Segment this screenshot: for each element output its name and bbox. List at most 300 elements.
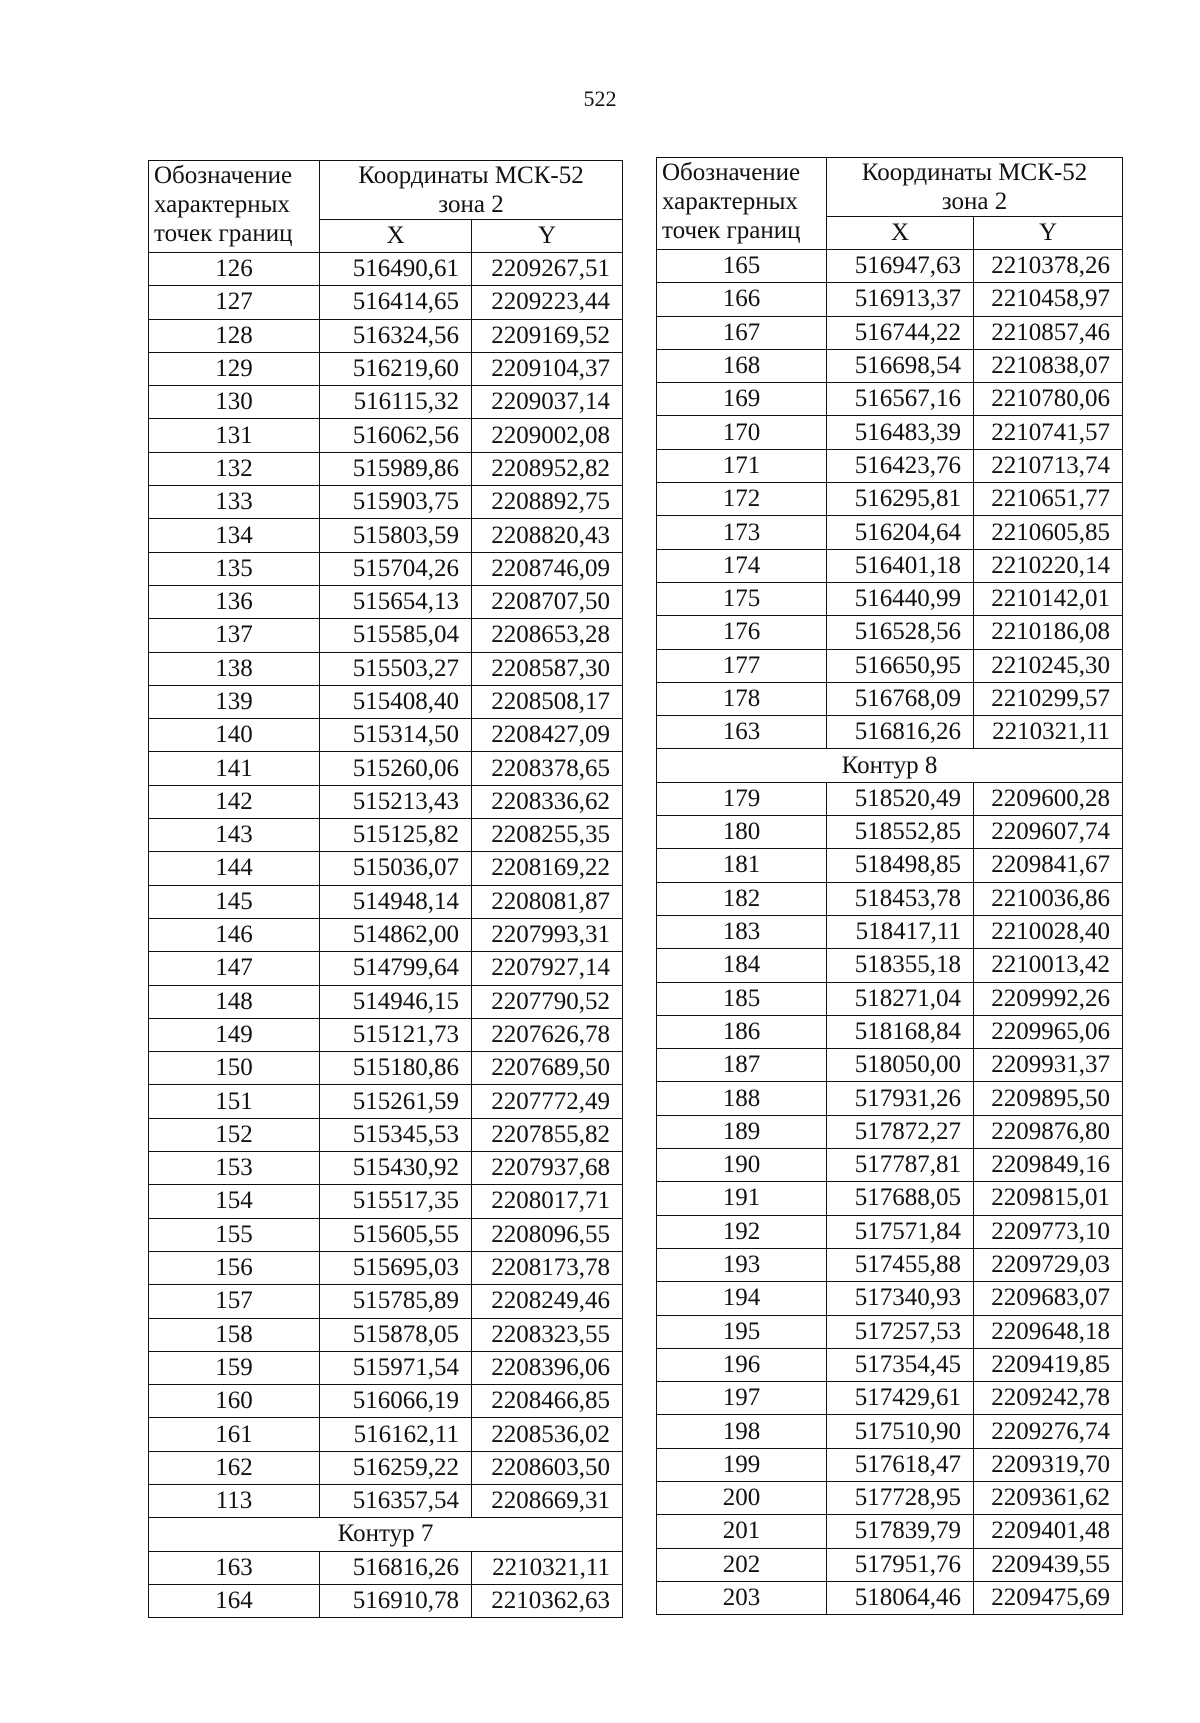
- y-coordinate-cell: 2209223,44: [472, 286, 623, 319]
- x-coordinate-cell: 515314,50: [320, 719, 472, 752]
- point-number-cell: 170: [657, 416, 827, 449]
- y-coordinate-cell: 2209401,48: [974, 1515, 1123, 1548]
- header-y: Y: [472, 220, 623, 253]
- point-number-cell: 200: [657, 1481, 827, 1514]
- x-coordinate-cell: 517931,26: [827, 1082, 974, 1115]
- point-number-cell: 136: [149, 585, 320, 618]
- x-coordinate-cell: 515261,59: [320, 1085, 472, 1118]
- table-row: [657, 549, 1123, 582]
- x-coordinate-cell: 515121,73: [320, 1018, 472, 1051]
- point-number-cell: 149: [149, 1018, 320, 1051]
- y-coordinate-cell: 2208378,65: [472, 752, 623, 785]
- x-coordinate-cell: 516066,19: [320, 1385, 472, 1418]
- y-coordinate-cell: 2209242,78: [974, 1382, 1123, 1415]
- table-row: [149, 519, 623, 552]
- point-number-cell: 133: [149, 486, 320, 519]
- table-row: [149, 918, 623, 951]
- x-coordinate-cell: 514799,64: [320, 952, 472, 985]
- table-row: [149, 386, 623, 419]
- header-coordinates: [827, 158, 1123, 217]
- y-coordinate-cell: 2209773,10: [974, 1215, 1123, 1248]
- x-coordinate-cell: 515517,35: [320, 1185, 472, 1218]
- point-number-cell: 181: [657, 849, 827, 882]
- header-coordinates: [320, 161, 623, 220]
- point-number-cell: 188: [657, 1082, 827, 1115]
- y-coordinate-cell: 2207993,31: [472, 918, 623, 951]
- x-coordinate-cell: 517429,61: [827, 1382, 974, 1415]
- x-coordinate-cell: 518453,78: [827, 882, 974, 915]
- table-row: [657, 1248, 1123, 1281]
- x-coordinate-cell: 517354,45: [827, 1348, 974, 1381]
- y-coordinate-cell: 2209895,50: [974, 1082, 1123, 1115]
- y-coordinate-cell: 2209419,85: [974, 1348, 1123, 1381]
- header-x: X: [827, 217, 974, 250]
- table-row: [149, 1318, 623, 1351]
- y-coordinate-cell: 2209276,74: [974, 1415, 1123, 1448]
- point-number-cell: 202: [657, 1548, 827, 1581]
- y-coordinate-cell: 2207626,78: [472, 1018, 623, 1051]
- point-number-cell: 141: [149, 752, 320, 785]
- table-row: [149, 1018, 623, 1051]
- table-row: [657, 250, 1123, 283]
- y-coordinate-cell: 2208603,50: [472, 1451, 623, 1484]
- y-coordinate-cell: 2208081,87: [472, 885, 623, 918]
- x-coordinate-cell: 516816,26: [320, 1551, 472, 1584]
- section-row: [657, 749, 1123, 782]
- header-coordinates-zone: зона 2: [941, 188, 1008, 215]
- header-coordinates-zone: зона 2: [438, 191, 504, 218]
- y-coordinate-cell: 2209002,08: [472, 419, 623, 452]
- x-coordinate-cell: 515503,27: [320, 652, 472, 685]
- y-coordinate-cell: 2208323,55: [472, 1318, 623, 1351]
- point-number-cell: 161: [149, 1418, 320, 1451]
- x-coordinate-cell: 517618,47: [827, 1448, 974, 1481]
- table-row: [149, 452, 623, 485]
- point-number-cell: 164: [149, 1584, 320, 1617]
- point-number-cell: 183: [657, 915, 827, 948]
- x-coordinate-cell: 517257,53: [827, 1315, 974, 1348]
- x-coordinate-cell: 516423,76: [827, 449, 974, 482]
- point-number-cell: 139: [149, 685, 320, 718]
- table-row: [149, 1484, 623, 1517]
- y-coordinate-cell: 2208249,46: [472, 1285, 623, 1318]
- y-coordinate-cell: 2209037,14: [472, 386, 623, 419]
- x-coordinate-cell: 516259,22: [320, 1451, 472, 1484]
- table-row: [149, 819, 623, 852]
- y-coordinate-cell: 2207772,49: [472, 1085, 623, 1118]
- table-row: [149, 685, 623, 718]
- table-row: [149, 619, 623, 652]
- x-coordinate-cell: 514862,00: [320, 918, 472, 951]
- table-row: [149, 1351, 623, 1384]
- table-row: [657, 316, 1123, 349]
- table-row: [657, 616, 1123, 649]
- x-coordinate-cell: 517728,95: [827, 1481, 974, 1514]
- header-designation: Обозначение характерных точек границ: [149, 161, 320, 253]
- table-row: [657, 1049, 1123, 1082]
- point-number-cell: 158: [149, 1318, 320, 1351]
- point-number-cell: 155: [149, 1218, 320, 1251]
- y-coordinate-cell: 2209729,03: [974, 1248, 1123, 1281]
- y-coordinate-cell: 2208466,85: [472, 1385, 623, 1418]
- point-number-cell: 157: [149, 1285, 320, 1318]
- point-number-cell: 129: [149, 352, 320, 385]
- y-coordinate-cell: 2209104,37: [472, 352, 623, 385]
- point-number-cell: 174: [657, 549, 827, 582]
- y-coordinate-cell: 2210321,11: [974, 716, 1123, 749]
- point-number-cell: 144: [149, 852, 320, 885]
- table-row: [657, 1382, 1123, 1415]
- point-number-cell: 177: [657, 649, 827, 682]
- point-number-cell: 152: [149, 1118, 320, 1151]
- table-row: [149, 1451, 623, 1484]
- y-coordinate-cell: 2208017,71: [472, 1185, 623, 1218]
- table-row: [149, 1152, 623, 1185]
- y-coordinate-cell: 2208707,50: [472, 585, 623, 618]
- y-coordinate-cell: 2209876,80: [974, 1115, 1123, 1148]
- table-row: [149, 1551, 623, 1584]
- table-row: [149, 1052, 623, 1085]
- y-coordinate-cell: 2207927,14: [472, 952, 623, 985]
- point-number-cell: 184: [657, 949, 827, 982]
- table-row: [657, 1082, 1123, 1115]
- header-coordinates-system: Координаты МСК-52: [358, 162, 584, 189]
- table-row: [657, 582, 1123, 615]
- table-row: [657, 1282, 1123, 1315]
- y-coordinate-cell: 2210458,97: [974, 283, 1123, 316]
- point-number-cell: 147: [149, 952, 320, 985]
- y-coordinate-cell: 2210220,14: [974, 549, 1123, 582]
- x-coordinate-cell: 516816,26: [827, 716, 974, 749]
- table-body-left: [149, 253, 623, 1618]
- x-coordinate-cell: 515989,86: [320, 452, 472, 485]
- x-coordinate-cell: 516698,54: [827, 349, 974, 382]
- table-row: [657, 882, 1123, 915]
- table-row: [657, 1315, 1123, 1348]
- x-coordinate-cell: 516768,09: [827, 682, 974, 715]
- x-coordinate-cell: 516440,99: [827, 582, 974, 615]
- table-row: [149, 985, 623, 1018]
- point-number-cell: 185: [657, 982, 827, 1015]
- y-coordinate-cell: 2208336,62: [472, 785, 623, 818]
- point-number-cell: 171: [657, 449, 827, 482]
- table-row: [149, 885, 623, 918]
- y-coordinate-cell: 2210741,57: [974, 416, 1123, 449]
- point-number-cell: 150: [149, 1052, 320, 1085]
- x-coordinate-cell: 515345,53: [320, 1118, 472, 1151]
- table-row: [657, 1182, 1123, 1215]
- table-row: [657, 416, 1123, 449]
- x-coordinate-cell: 516910,78: [320, 1584, 472, 1617]
- point-number-cell: 163: [657, 716, 827, 749]
- table-row: [657, 915, 1123, 948]
- x-coordinate-cell: 516295,81: [827, 483, 974, 516]
- point-number-cell: 169: [657, 383, 827, 416]
- point-number-cell: 172: [657, 483, 827, 516]
- point-number-cell: 160: [149, 1385, 320, 1418]
- x-coordinate-cell: 517455,88: [827, 1248, 974, 1281]
- y-coordinate-cell: 2208587,30: [472, 652, 623, 685]
- table-row: [657, 649, 1123, 682]
- y-coordinate-cell: 2208746,09: [472, 552, 623, 585]
- table-row: [657, 1215, 1123, 1248]
- point-number-cell: 165: [657, 250, 827, 283]
- header-y: Y: [974, 217, 1123, 250]
- point-number-cell: 130: [149, 386, 320, 419]
- x-coordinate-cell: 515180,86: [320, 1052, 472, 1085]
- y-coordinate-cell: 2209169,52: [472, 319, 623, 352]
- y-coordinate-cell: 2210713,74: [974, 449, 1123, 482]
- x-coordinate-cell: 518168,84: [827, 1015, 974, 1048]
- x-coordinate-cell: 517951,76: [827, 1548, 974, 1581]
- point-number-cell: 201: [657, 1515, 827, 1548]
- table-row: [149, 319, 623, 352]
- point-number-cell: 156: [149, 1251, 320, 1284]
- y-coordinate-cell: 2209361,62: [974, 1481, 1123, 1514]
- y-coordinate-cell: 2207937,68: [472, 1152, 623, 1185]
- y-coordinate-cell: 2209475,69: [974, 1581, 1123, 1614]
- x-coordinate-cell: 518417,11: [827, 915, 974, 948]
- y-coordinate-cell: 2209319,70: [974, 1448, 1123, 1481]
- y-coordinate-cell: 2209267,51: [472, 253, 623, 286]
- point-number-cell: 179: [657, 782, 827, 815]
- x-coordinate-cell: 515903,75: [320, 486, 472, 519]
- y-coordinate-cell: 2210857,46: [974, 316, 1123, 349]
- point-number-cell: 135: [149, 552, 320, 585]
- y-coordinate-cell: 2210013,42: [974, 949, 1123, 982]
- x-coordinate-cell: 518520,49: [827, 782, 974, 815]
- point-number-cell: 127: [149, 286, 320, 319]
- x-coordinate-cell: 518552,85: [827, 816, 974, 849]
- point-number-cell: 175: [657, 582, 827, 615]
- table-row: [149, 419, 623, 452]
- y-coordinate-cell: 2209965,06: [974, 1015, 1123, 1048]
- coordinates-table-right: [656, 157, 1123, 1615]
- y-coordinate-cell: 2209607,74: [974, 816, 1123, 849]
- table-row: [657, 816, 1123, 849]
- x-coordinate-cell: 515605,55: [320, 1218, 472, 1251]
- point-number-cell: 203: [657, 1581, 827, 1614]
- x-coordinate-cell: 515878,05: [320, 1318, 472, 1351]
- y-coordinate-cell: 2210362,63: [472, 1584, 623, 1617]
- x-coordinate-cell: 515125,82: [320, 819, 472, 852]
- table-row: [657, 782, 1123, 815]
- point-number-cell: 190: [657, 1149, 827, 1182]
- table-row: [149, 1218, 623, 1251]
- x-coordinate-cell: 515785,89: [320, 1285, 472, 1318]
- y-coordinate-cell: 2208396,06: [472, 1351, 623, 1384]
- point-number-cell: 148: [149, 985, 320, 1018]
- table-row: [149, 286, 623, 319]
- y-coordinate-cell: 2210028,40: [974, 915, 1123, 948]
- x-coordinate-cell: 517688,05: [827, 1182, 974, 1215]
- point-number-cell: 180: [657, 816, 827, 849]
- table-row: [657, 283, 1123, 316]
- section-title: Контур 8: [657, 749, 1123, 782]
- x-coordinate-cell: 515213,43: [320, 785, 472, 818]
- y-coordinate-cell: 2208952,82: [472, 452, 623, 485]
- table-row: [657, 1115, 1123, 1148]
- table-row: [149, 1118, 623, 1151]
- table-row: [657, 1415, 1123, 1448]
- x-coordinate-cell: 515430,92: [320, 1152, 472, 1185]
- x-coordinate-cell: 517839,79: [827, 1515, 974, 1548]
- y-coordinate-cell: 2208427,09: [472, 719, 623, 752]
- x-coordinate-cell: 516650,95: [827, 649, 974, 682]
- point-number-cell: 178: [657, 682, 827, 715]
- y-coordinate-cell: 2210780,06: [974, 383, 1123, 416]
- x-coordinate-cell: 518064,46: [827, 1581, 974, 1614]
- table-row: [657, 349, 1123, 382]
- y-coordinate-cell: 2210321,11: [472, 1551, 623, 1584]
- x-coordinate-cell: 515803,59: [320, 519, 472, 552]
- y-coordinate-cell: 2208169,22: [472, 852, 623, 885]
- x-coordinate-cell: 516204,64: [827, 516, 974, 549]
- point-number-cell: 159: [149, 1351, 320, 1384]
- table-row: [149, 1285, 623, 1318]
- point-number-cell: 186: [657, 1015, 827, 1048]
- table-row: [149, 952, 623, 985]
- x-coordinate-cell: 515408,40: [320, 685, 472, 718]
- x-coordinate-cell: 515260,06: [320, 752, 472, 785]
- y-coordinate-cell: 2208536,02: [472, 1418, 623, 1451]
- table-row: [657, 982, 1123, 1015]
- point-number-cell: 193: [657, 1248, 827, 1281]
- table-body-right: [657, 250, 1123, 1615]
- y-coordinate-cell: 2208669,31: [472, 1484, 623, 1517]
- table-row: [149, 1418, 623, 1451]
- table-row: [657, 1149, 1123, 1182]
- point-number-cell: 151: [149, 1085, 320, 1118]
- point-number-cell: 195: [657, 1315, 827, 1348]
- table-row: [657, 383, 1123, 416]
- point-number-cell: 142: [149, 785, 320, 818]
- point-number-cell: 128: [149, 319, 320, 352]
- table-row: [657, 716, 1123, 749]
- y-coordinate-cell: 2210838,07: [974, 349, 1123, 382]
- y-coordinate-cell: 2210142,01: [974, 582, 1123, 615]
- y-coordinate-cell: 2210186,08: [974, 616, 1123, 649]
- y-coordinate-cell: 2207855,82: [472, 1118, 623, 1151]
- point-number-cell: 143: [149, 819, 320, 852]
- x-coordinate-cell: 517787,81: [827, 1149, 974, 1182]
- point-number-cell: 153: [149, 1152, 320, 1185]
- point-number-cell: 138: [149, 652, 320, 685]
- table-row: [149, 552, 623, 585]
- y-coordinate-cell: 2210378,26: [974, 250, 1123, 283]
- point-number-cell: 187: [657, 1049, 827, 1082]
- y-coordinate-cell: 2208653,28: [472, 619, 623, 652]
- y-coordinate-cell: 2210299,57: [974, 682, 1123, 715]
- x-coordinate-cell: 514948,14: [320, 885, 472, 918]
- table-row: [149, 852, 623, 885]
- x-coordinate-cell: 515585,04: [320, 619, 472, 652]
- point-number-cell: 162: [149, 1451, 320, 1484]
- table-row: [149, 1385, 623, 1418]
- y-coordinate-cell: 2208508,17: [472, 685, 623, 718]
- point-number-cell: 197: [657, 1382, 827, 1415]
- x-coordinate-cell: 516483,39: [827, 416, 974, 449]
- y-coordinate-cell: 2207790,52: [472, 985, 623, 1018]
- table-row: [657, 1548, 1123, 1581]
- x-coordinate-cell: 515971,54: [320, 1351, 472, 1384]
- point-number-cell: 113: [149, 1484, 320, 1517]
- x-coordinate-cell: 516947,63: [827, 250, 974, 283]
- point-number-cell: 132: [149, 452, 320, 485]
- table-row: [657, 849, 1123, 882]
- x-coordinate-cell: 518355,18: [827, 949, 974, 982]
- point-number-cell: 134: [149, 519, 320, 552]
- point-number-cell: 192: [657, 1215, 827, 1248]
- x-coordinate-cell: 516913,37: [827, 283, 974, 316]
- y-coordinate-cell: 2210651,77: [974, 483, 1123, 516]
- y-coordinate-cell: 2209815,01: [974, 1182, 1123, 1215]
- section-row: [149, 1518, 623, 1551]
- x-coordinate-cell: 516567,16: [827, 383, 974, 416]
- x-coordinate-cell: 517510,90: [827, 1415, 974, 1448]
- point-number-cell: 145: [149, 885, 320, 918]
- point-number-cell: 196: [657, 1348, 827, 1381]
- point-number-cell: 194: [657, 1282, 827, 1315]
- x-coordinate-cell: 515704,26: [320, 552, 472, 585]
- point-number-cell: 182: [657, 882, 827, 915]
- table-row: [657, 1448, 1123, 1481]
- page-number: 522: [583, 86, 617, 111]
- y-coordinate-cell: 2209648,18: [974, 1315, 1123, 1348]
- section-title: Контур 7: [149, 1518, 623, 1551]
- table-row: [149, 785, 623, 818]
- point-number-cell: 189: [657, 1115, 827, 1148]
- point-number-cell: 167: [657, 316, 827, 349]
- x-coordinate-cell: 516062,56: [320, 419, 472, 452]
- x-coordinate-cell: 516219,60: [320, 352, 472, 385]
- x-coordinate-cell: 516115,32: [320, 386, 472, 419]
- x-coordinate-cell: 516490,61: [320, 253, 472, 286]
- y-coordinate-cell: 2209600,28: [974, 782, 1123, 815]
- y-coordinate-cell: 2209849,16: [974, 1149, 1123, 1182]
- x-coordinate-cell: 515695,03: [320, 1251, 472, 1284]
- x-coordinate-cell: 515036,07: [320, 852, 472, 885]
- y-coordinate-cell: 2210245,30: [974, 649, 1123, 682]
- header-coordinates-system: Координаты МСК-52: [861, 159, 1088, 186]
- point-number-cell: 173: [657, 516, 827, 549]
- x-coordinate-cell: 516324,56: [320, 319, 472, 352]
- point-number-cell: 131: [149, 419, 320, 452]
- table-row: [149, 352, 623, 385]
- point-number-cell: 126: [149, 253, 320, 286]
- table-row: [657, 516, 1123, 549]
- table-row: [657, 1481, 1123, 1514]
- point-number-cell: 168: [657, 349, 827, 382]
- x-coordinate-cell: 518050,00: [827, 1049, 974, 1082]
- table-row: [657, 1515, 1123, 1548]
- y-coordinate-cell: 2209931,37: [974, 1049, 1123, 1082]
- table-row: [657, 449, 1123, 482]
- table-row: [149, 1085, 623, 1118]
- x-coordinate-cell: 518271,04: [827, 982, 974, 1015]
- x-coordinate-cell: 516744,22: [827, 316, 974, 349]
- table-row: [657, 682, 1123, 715]
- point-number-cell: 198: [657, 1415, 827, 1448]
- header-x: X: [320, 220, 472, 253]
- table-row: [657, 1581, 1123, 1614]
- point-number-cell: 140: [149, 719, 320, 752]
- table-row: [149, 486, 623, 519]
- table-row: [149, 652, 623, 685]
- y-coordinate-cell: 2207689,50: [472, 1052, 623, 1085]
- header-designation: Обозначение характерных точек границ: [657, 158, 827, 250]
- y-coordinate-cell: 2209992,26: [974, 982, 1123, 1015]
